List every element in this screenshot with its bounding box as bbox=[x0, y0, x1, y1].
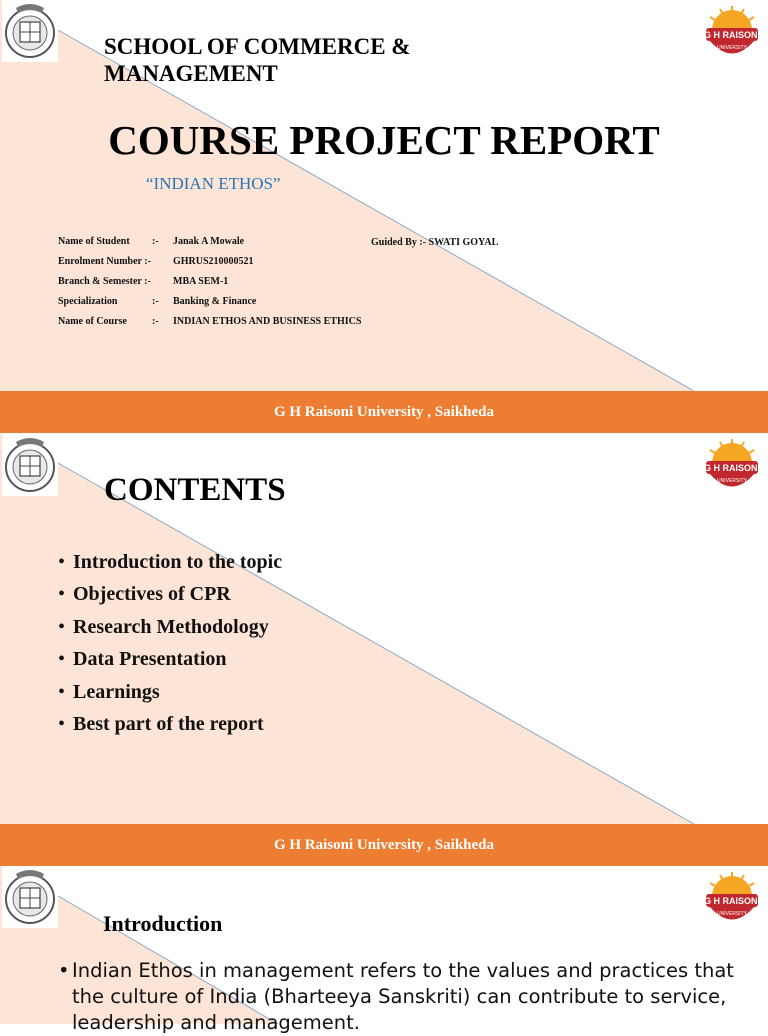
list-item: • Objectives of CPR bbox=[58, 583, 231, 606]
university-crest-icon bbox=[2, 868, 58, 928]
detail-separator: :- bbox=[152, 316, 159, 327]
university-crest-icon bbox=[2, 2, 58, 62]
list-item-text: Data Presentation bbox=[73, 648, 227, 671]
report-title: COURSE PROJECT REPORT bbox=[108, 117, 660, 163]
slide-footer: G H Raisoni University , Saikheda bbox=[0, 824, 768, 866]
list-item-text: Objectives of CPR bbox=[73, 583, 231, 606]
gh-raisoni-university-logo bbox=[702, 4, 762, 66]
list-item: • Data Presentation bbox=[58, 648, 227, 671]
list-item-text: Learnings bbox=[73, 680, 160, 703]
guided-by: Guided By :- SWATI GOYAL bbox=[371, 237, 499, 248]
svg-text:UNIVERSITY: UNIVERSITY bbox=[716, 478, 748, 484]
university-crest-icon bbox=[2, 436, 58, 496]
bullet-icon: • bbox=[58, 959, 70, 982]
svg-text:UNIVERSITY: UNIVERSITY bbox=[716, 911, 748, 917]
detail-label: Name of Student bbox=[58, 236, 130, 247]
list-item-text: Best part of the report bbox=[73, 713, 264, 736]
slide-footer: G H Raisoni University , Saikheda bbox=[0, 391, 768, 433]
svg-text:G H RAISONI: G H RAISONI bbox=[703, 30, 761, 40]
detail-value: GHRUS210000521 bbox=[173, 256, 254, 267]
introduction-text: Indian Ethos in management refers to the values and practices that the culture of India (Bharteeya Sanskriti) can contribute to service, leadership and management. bbox=[72, 959, 734, 1034]
list-item-text: Research Methodology bbox=[73, 615, 269, 638]
introduction-heading: Introduction bbox=[103, 911, 223, 936]
detail-label: Name of Course bbox=[58, 316, 127, 327]
list-item: • Research Methodology bbox=[58, 615, 269, 638]
contents-list bbox=[58, 546, 282, 740]
gh-raisoni-university-logo bbox=[702, 437, 762, 499]
contents-heading: CONTENTS bbox=[104, 472, 286, 508]
introduction-paragraph bbox=[58, 958, 748, 1036]
school-name: SCHOOL OF COMMERCE & MANAGEMENT bbox=[104, 34, 411, 86]
svg-text:G H RAISONI: G H RAISONI bbox=[703, 896, 761, 906]
detail-label: Specialization bbox=[58, 296, 118, 307]
list-item-text: Introduction to the topic bbox=[73, 551, 283, 573]
report-subtitle: “INDIAN ETHOS” bbox=[146, 174, 281, 193]
detail-value: Banking & Finance bbox=[173, 296, 257, 307]
detail-value: Janak A Mowale bbox=[173, 236, 245, 247]
detail-separator: :- bbox=[152, 236, 159, 247]
slide-title bbox=[0, 0, 768, 433]
list-item: • Best part of the report bbox=[58, 713, 264, 736]
svg-text:G H RAISONI: G H RAISONI bbox=[703, 463, 761, 473]
svg-text:UNIVERSITY: UNIVERSITY bbox=[716, 45, 748, 51]
detail-label: Enrolment Number :- bbox=[58, 256, 151, 267]
gh-raisoni-university-logo bbox=[702, 870, 762, 932]
detail-label: Branch & Semester :- bbox=[58, 276, 151, 287]
detail-value: MBA SEM-1 bbox=[173, 276, 229, 287]
detail-value: INDIAN ETHOS AND BUSINESS ETHICS bbox=[173, 316, 362, 327]
list-item: • Introduction to the topic bbox=[58, 551, 283, 573]
detail-separator: :- bbox=[152, 296, 159, 307]
list-item: • Learnings bbox=[58, 680, 160, 703]
